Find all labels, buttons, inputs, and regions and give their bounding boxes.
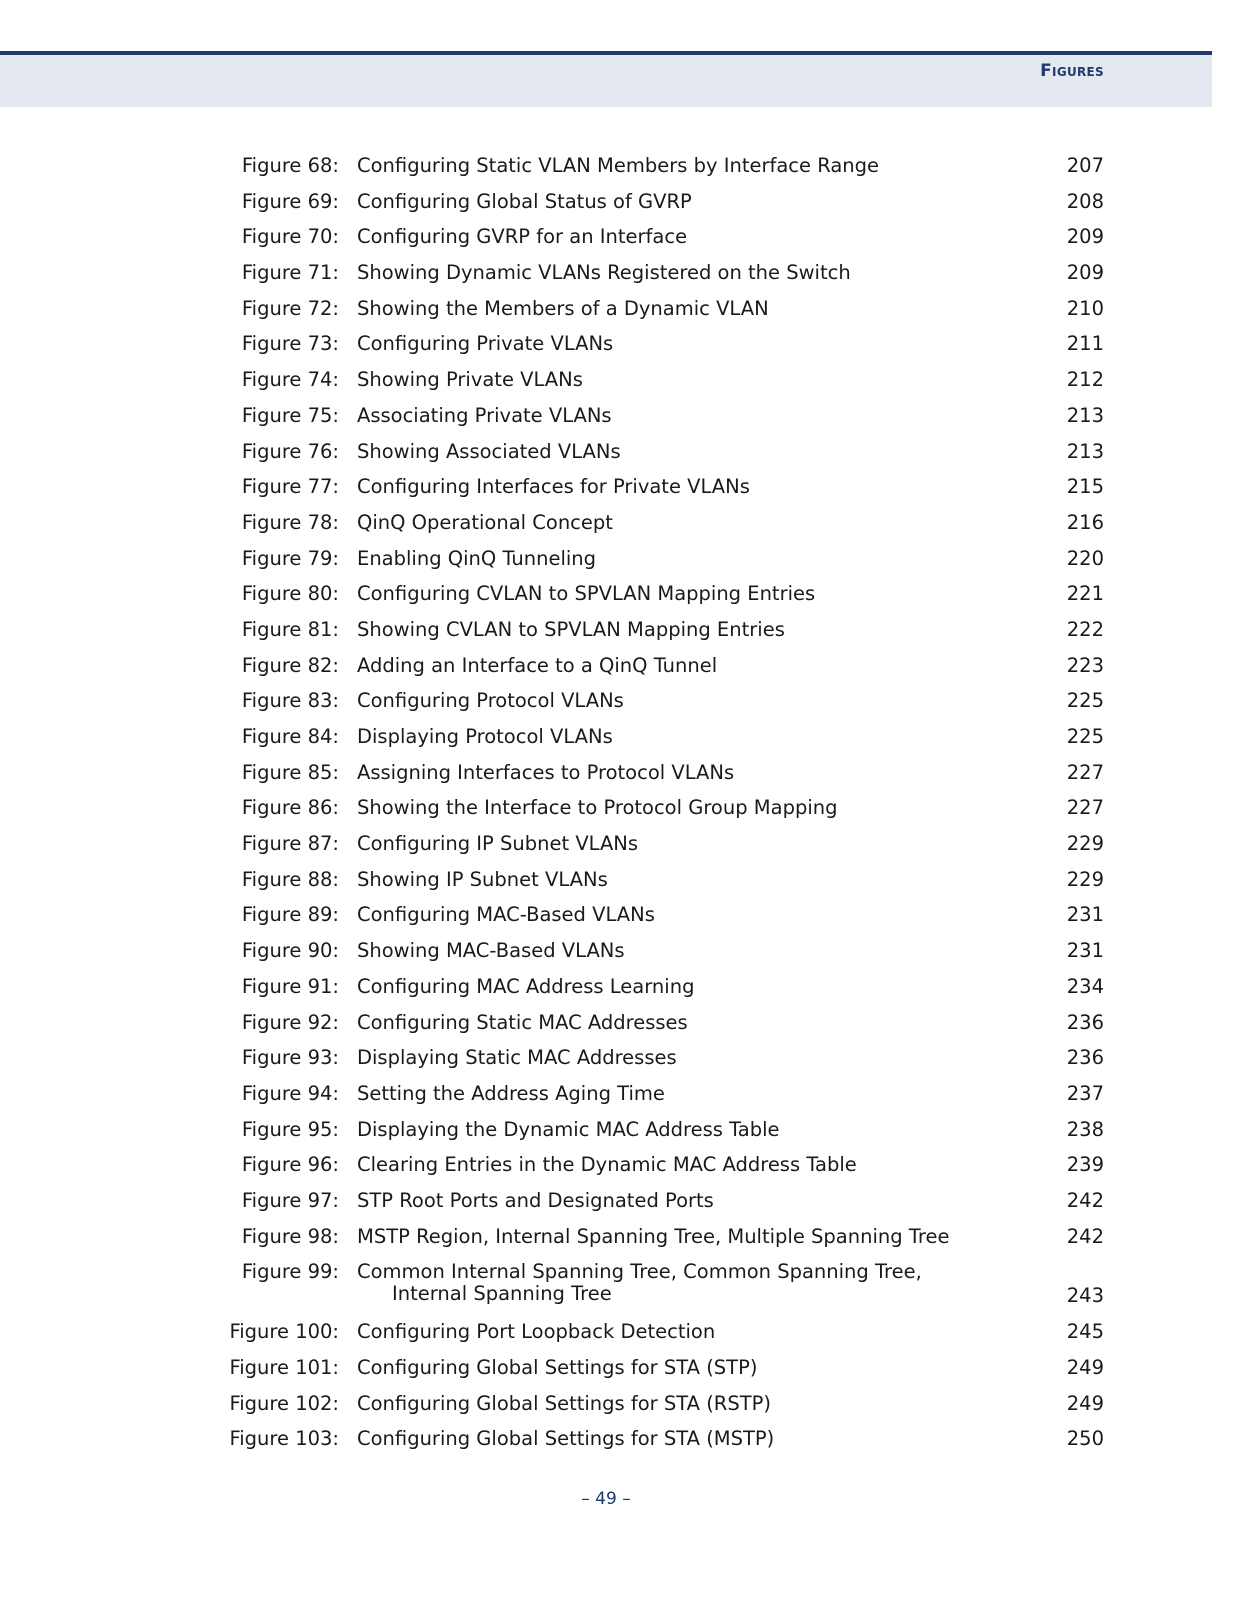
toc-entry[interactable] bbox=[0, 612, 1237, 648]
toc-entry[interactable] bbox=[0, 1386, 1237, 1422]
figure-label: Figure 76: bbox=[241, 439, 339, 463]
figure-label: Figure 88: bbox=[241, 867, 339, 891]
toc-entry[interactable] bbox=[0, 648, 1237, 684]
figure-page-number: 250 bbox=[1066, 1427, 1104, 1451]
figure-title: Showing the Members of a Dynamic VLAN bbox=[357, 296, 769, 320]
figure-title: Configuring Protocol VLANs bbox=[357, 689, 624, 713]
figure-label: Figure 99: bbox=[241, 1260, 339, 1284]
toc-entry[interactable] bbox=[0, 933, 1237, 969]
figure-label: Figure 70: bbox=[241, 225, 339, 249]
figure-title bbox=[357, 1254, 922, 1306]
figure-label: Figure 101: bbox=[229, 1356, 339, 1379]
toc-entry[interactable] bbox=[0, 505, 1237, 541]
figure-page-number: 223 bbox=[1066, 653, 1104, 677]
toc-entry[interactable] bbox=[0, 541, 1237, 577]
figure-label: Figure 73: bbox=[241, 332, 339, 356]
figure-page-number: 229 bbox=[1066, 832, 1104, 856]
toc-entry[interactable] bbox=[0, 469, 1237, 505]
figure-page-number: 220 bbox=[1066, 546, 1104, 570]
figure-title: Configuring Global Status of GVRP bbox=[357, 189, 692, 213]
figure-label: Figure 95: bbox=[241, 1117, 339, 1141]
figure-page-number: 227 bbox=[1066, 796, 1104, 820]
figure-page-number: 231 bbox=[1066, 903, 1104, 927]
figure-title: Configuring Static VLAN Members by Interface Range bbox=[357, 154, 880, 177]
section-title: Figures bbox=[1040, 61, 1104, 81]
figure-page-number: 209 bbox=[1066, 225, 1104, 249]
figure-title: Configuring Static MAC Addresses bbox=[357, 1010, 688, 1034]
figure-label: Figure 86: bbox=[241, 796, 339, 820]
figure-label: Figure 98: bbox=[241, 1224, 339, 1248]
figure-label: Figure 89: bbox=[241, 903, 339, 927]
figure-title: Assigning Interfaces to Protocol VLANs bbox=[357, 760, 735, 784]
figure-title: Adding an Interface to a QinQ Tunnel bbox=[357, 653, 718, 677]
figure-page-number: 242 bbox=[1066, 1224, 1104, 1248]
figure-title-continuation: Internal Spanning Tree bbox=[392, 1282, 612, 1306]
figure-title: Displaying the Dynamic MAC Address Table bbox=[357, 1117, 780, 1141]
figure-title: QinQ Operational Concept bbox=[357, 510, 613, 534]
toc-entry[interactable] bbox=[0, 1147, 1237, 1183]
figure-label: Figure 68: bbox=[241, 154, 339, 177]
figure-page-number: 213 bbox=[1066, 439, 1104, 463]
figure-title: Showing Dynamic VLANs Registered on the Switch bbox=[357, 261, 851, 285]
toc-entry[interactable] bbox=[0, 755, 1237, 791]
toc-entry[interactable] bbox=[0, 1005, 1237, 1041]
figure-label: Figure 80: bbox=[241, 582, 339, 606]
figure-page-number: 237 bbox=[1066, 1081, 1104, 1105]
list-of-figures bbox=[0, 148, 1237, 1457]
figure-title: Configuring GVRP for an Interface bbox=[357, 225, 688, 249]
toc-entry[interactable] bbox=[0, 1421, 1237, 1457]
figure-label: Figure 97: bbox=[241, 1188, 339, 1212]
figure-title: Setting the Address Aging Time bbox=[357, 1081, 665, 1105]
figure-title: Displaying Protocol VLANs bbox=[357, 725, 613, 748]
figure-label: Figure 90: bbox=[241, 939, 339, 963]
figure-title: Showing Private VLANs bbox=[357, 368, 583, 392]
figure-label: Figure 100: bbox=[229, 1320, 339, 1344]
figure-title: Displaying Static MAC Addresses bbox=[357, 1046, 677, 1070]
figure-title: Configuring Private VLANs bbox=[357, 332, 614, 356]
figure-title: Showing MAC-Based VLANs bbox=[357, 939, 625, 963]
figure-label: Figure 92: bbox=[241, 1010, 339, 1034]
figure-label: Figure 93: bbox=[241, 1046, 339, 1070]
figure-label: Figure 72: bbox=[241, 296, 339, 320]
figure-page-number: 216 bbox=[1066, 510, 1104, 534]
figure-page-number: 236 bbox=[1066, 1046, 1104, 1070]
figure-label: Figure 87: bbox=[241, 832, 339, 856]
figure-label: Figure 103: bbox=[229, 1427, 339, 1451]
figure-page-number: 211 bbox=[1066, 332, 1104, 356]
figure-page-number: 249 bbox=[1066, 1391, 1104, 1415]
toc-entry[interactable] bbox=[0, 969, 1237, 1005]
figure-page-number: 207 bbox=[1066, 154, 1104, 177]
figure-page-number: 239 bbox=[1066, 1153, 1104, 1177]
toc-entry[interactable] bbox=[0, 291, 1237, 327]
figure-page-number: 225 bbox=[1066, 689, 1104, 713]
figure-page-number: 236 bbox=[1066, 1010, 1104, 1034]
figure-title: Clearing Entries in the Dynamic MAC Address Table bbox=[357, 1153, 857, 1177]
figure-title: Configuring IP Subnet VLANs bbox=[357, 832, 639, 856]
toc-entry[interactable] bbox=[0, 255, 1237, 291]
toc-entry[interactable] bbox=[0, 1350, 1237, 1386]
figure-page-number: 243 bbox=[1066, 1284, 1104, 1308]
figure-page-number: 221 bbox=[1066, 582, 1104, 606]
figure-page-number: 245 bbox=[1066, 1320, 1104, 1344]
toc-entry[interactable] bbox=[0, 362, 1237, 398]
toc-entry[interactable] bbox=[0, 576, 1237, 612]
figure-label: Figure 84: bbox=[241, 725, 339, 748]
figure-title: Configuring Port Loopback Detection bbox=[357, 1320, 716, 1344]
figure-label: Figure 81: bbox=[241, 617, 339, 641]
header-band bbox=[0, 55, 1212, 107]
toc-entry[interactable] bbox=[0, 1314, 1237, 1350]
figure-label: Figure 96: bbox=[241, 1153, 339, 1177]
figure-title: Showing IP Subnet VLANs bbox=[357, 867, 608, 891]
figure-page-number: 209 bbox=[1066, 261, 1104, 285]
figure-page-number: 210 bbox=[1066, 296, 1104, 320]
figure-page-number: 229 bbox=[1066, 867, 1104, 891]
toc-entry[interactable] bbox=[0, 1040, 1237, 1076]
figure-page-number: 222 bbox=[1066, 617, 1104, 641]
figure-page-number: 213 bbox=[1066, 403, 1104, 427]
figure-title: Configuring Global Settings for STA (MSTP) bbox=[357, 1427, 775, 1451]
figure-label: Figure 85: bbox=[241, 760, 339, 784]
figure-page-number: 238 bbox=[1066, 1117, 1104, 1141]
figure-label: Figure 91: bbox=[241, 974, 339, 998]
figure-page-number: 212 bbox=[1066, 368, 1104, 392]
toc-entry[interactable] bbox=[0, 1076, 1237, 1112]
figure-label: Figure 69: bbox=[241, 189, 339, 213]
figure-title: STP Root Ports and Designated Ports bbox=[357, 1188, 714, 1212]
toc-entry[interactable] bbox=[0, 398, 1237, 434]
figure-title: Configuring Interfaces for Private VLANs bbox=[357, 475, 750, 499]
figure-title: Associating Private VLANs bbox=[357, 403, 612, 427]
toc-entry[interactable] bbox=[0, 184, 1237, 220]
figure-title: Showing the Interface to Protocol Group Mapping bbox=[357, 796, 838, 820]
figure-label: Figure 71: bbox=[241, 261, 339, 285]
toc-entry[interactable] bbox=[0, 1254, 1237, 1314]
toc-entry[interactable] bbox=[0, 326, 1237, 362]
toc-entry[interactable] bbox=[0, 219, 1237, 255]
figure-page-number: 249 bbox=[1066, 1356, 1104, 1379]
toc-entry[interactable] bbox=[0, 148, 1237, 184]
figure-label: Figure 94: bbox=[241, 1081, 339, 1105]
figure-page-number: 215 bbox=[1066, 475, 1104, 499]
figure-title: Configuring MAC Address Learning bbox=[357, 974, 695, 998]
figure-title: Configuring Global Settings for STA (STP) bbox=[357, 1356, 758, 1379]
figure-title-line: Common Internal Spanning Tree, Common Spanning Tree, bbox=[357, 1260, 922, 1284]
toc-entry[interactable] bbox=[0, 1219, 1237, 1255]
figure-page-number: 208 bbox=[1066, 189, 1104, 213]
toc-entry[interactable] bbox=[0, 434, 1237, 470]
toc-entry[interactable] bbox=[0, 1183, 1237, 1219]
toc-entry[interactable] bbox=[0, 1112, 1237, 1148]
figure-title: Configuring MAC-Based VLANs bbox=[357, 903, 655, 927]
figure-label: Figure 75: bbox=[241, 403, 339, 427]
toc-entry[interactable] bbox=[0, 897, 1237, 933]
figure-page-number: 234 bbox=[1066, 974, 1104, 998]
figure-label: Figure 83: bbox=[241, 689, 339, 713]
toc-entry[interactable] bbox=[0, 790, 1237, 826]
figure-title: MSTP Region, Internal Spanning Tree, Multiple Spanning Tree bbox=[357, 1224, 950, 1248]
figure-label: Figure 77: bbox=[241, 475, 339, 499]
figure-label: Figure 78: bbox=[241, 510, 339, 534]
toc-entry[interactable] bbox=[0, 719, 1237, 755]
page-number: – 49 – bbox=[581, 1489, 631, 1509]
figure-label: Figure 82: bbox=[241, 653, 339, 677]
figure-label: Figure 74: bbox=[241, 368, 339, 392]
toc-entry[interactable] bbox=[0, 826, 1237, 862]
figure-label: Figure 79: bbox=[241, 546, 339, 570]
figure-title: Configuring Global Settings for STA (RSTP) bbox=[357, 1391, 772, 1415]
figure-title: Enabling QinQ Tunneling bbox=[357, 546, 597, 570]
figure-page-number: 227 bbox=[1066, 760, 1104, 784]
figure-page-number: 231 bbox=[1066, 939, 1104, 963]
figure-title: Showing CVLAN to SPVLAN Mapping Entries bbox=[357, 617, 785, 641]
figure-label: Figure 102: bbox=[229, 1391, 339, 1415]
figure-title: Configuring CVLAN to SPVLAN Mapping Entries bbox=[357, 582, 816, 606]
toc-entry[interactable] bbox=[0, 862, 1237, 898]
figure-page-number: 242 bbox=[1066, 1188, 1104, 1212]
figure-page-number: 225 bbox=[1066, 725, 1104, 748]
toc-entry[interactable] bbox=[0, 683, 1237, 719]
figure-title: Showing Associated VLANs bbox=[357, 439, 621, 463]
